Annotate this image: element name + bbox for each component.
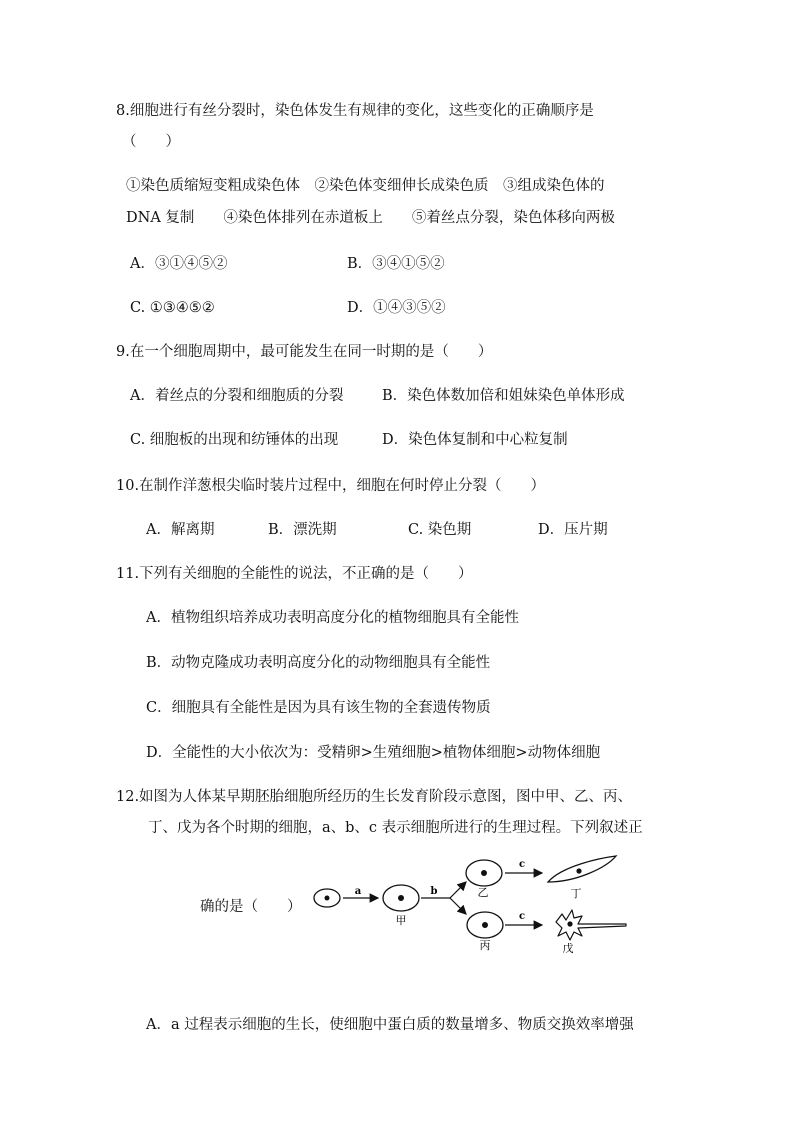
q10-stem: 10.在制作洋葱根尖临时装片过程中，细胞在何时停止分裂（ ） bbox=[116, 478, 546, 494]
cell-development-diagram bbox=[300, 852, 640, 964]
q9-option-c: C. 细胞板的出现和纺锤体的出现 bbox=[130, 432, 339, 448]
q12-stem-line2: 丁、戊为各个时期的细胞，a、b、c 表示细胞所进行的生理过程。下列叙述正 bbox=[148, 820, 643, 836]
q8-option-c: C. ①③④⑤② bbox=[130, 300, 215, 316]
q8-items-line1: ①染色质缩短变粗成染色体 ②染色体变细伸长成染色质 ③组成染色体的 bbox=[126, 178, 605, 194]
q10-option-a: A．解离期 bbox=[146, 522, 215, 538]
cell-ding bbox=[548, 856, 616, 882]
q9-stem: 9.在一个细胞周期中，最可能发生在同一时期的是（ ） bbox=[116, 344, 493, 360]
q9-option-a: A．着丝点的分裂和细胞质的分裂 bbox=[130, 388, 344, 404]
q10-option-c: C. 染色期 bbox=[408, 522, 472, 538]
q12-option-a: A．a 过程表示细胞的生长，使细胞中蛋白质的数量增多、物质交换效率增强 bbox=[146, 1017, 634, 1033]
arrow-b-lower bbox=[450, 898, 466, 914]
arrow-b-label: b bbox=[430, 886, 438, 897]
cell-ding-label: 丁 bbox=[570, 887, 582, 900]
q11-option-d: D．全能性的大小依次为：受精卵>生殖细胞>植物体细胞>动物体细胞 bbox=[146, 745, 601, 761]
q8-stem: 8.细胞进行有丝分裂时，染色体发生有规律的变化，这些变化的正确顺序是 bbox=[116, 103, 594, 119]
q8-option-a: A．③①④⑤② bbox=[130, 256, 228, 272]
q11-option-a: A．植物组织培养成功表明高度分化的植物细胞具有全能性 bbox=[146, 610, 519, 626]
cell-jia-label: 甲 bbox=[395, 914, 407, 927]
q12-stem-line3: 确的是（ ） bbox=[200, 899, 302, 915]
q11-option-c: C．细胞具有全能性是因为具有该生物的全套遗传物质 bbox=[146, 700, 491, 716]
arrow-c-bottom-label: c bbox=[518, 911, 526, 922]
cell-bing bbox=[467, 912, 503, 938]
q8-option-d: D．①④③⑤② bbox=[347, 300, 446, 316]
cell-jia bbox=[383, 885, 419, 911]
cell-wu bbox=[556, 910, 626, 940]
arrow-b-upper bbox=[450, 882, 466, 898]
q10-option-d: D．压片期 bbox=[538, 522, 608, 538]
cell-bing-label: 丙 bbox=[479, 939, 491, 952]
cell-yi bbox=[466, 860, 502, 886]
q9-option-b: B．染色体数加倍和姐妹染色单体形成 bbox=[382, 388, 625, 404]
q12-stem-line1: 12.如图为人体某早期胚胎细胞所经历的生长发育阶段示意图，图中甲、乙、丙、 bbox=[116, 789, 633, 805]
q8-items-line2: DNA 复制 ④染色体排列在赤道板上 ⑤着丝点分裂，染色体移向两极 bbox=[126, 210, 615, 226]
arrow-a-label: a bbox=[354, 886, 362, 897]
q11-stem: 11.下列有关细胞的全能性的说法，不正确的是（ ） bbox=[116, 566, 473, 582]
cell-initial bbox=[314, 889, 340, 907]
q8-answer-blank: （ ） bbox=[122, 134, 180, 150]
q11-option-b: B．动物克隆成功表明高度分化的动物细胞具有全能性 bbox=[146, 655, 491, 671]
arrow-c-top-label: c bbox=[518, 859, 526, 870]
cell-wu-label: 戊 bbox=[562, 942, 574, 955]
q8-option-b: B．③④①⑤② bbox=[347, 256, 445, 272]
cell-yi-label: 乙 bbox=[477, 886, 489, 899]
q10-option-b: B．漂洗期 bbox=[268, 522, 337, 538]
q9-option-d: D．染色体复制和中心粒复制 bbox=[382, 432, 568, 448]
